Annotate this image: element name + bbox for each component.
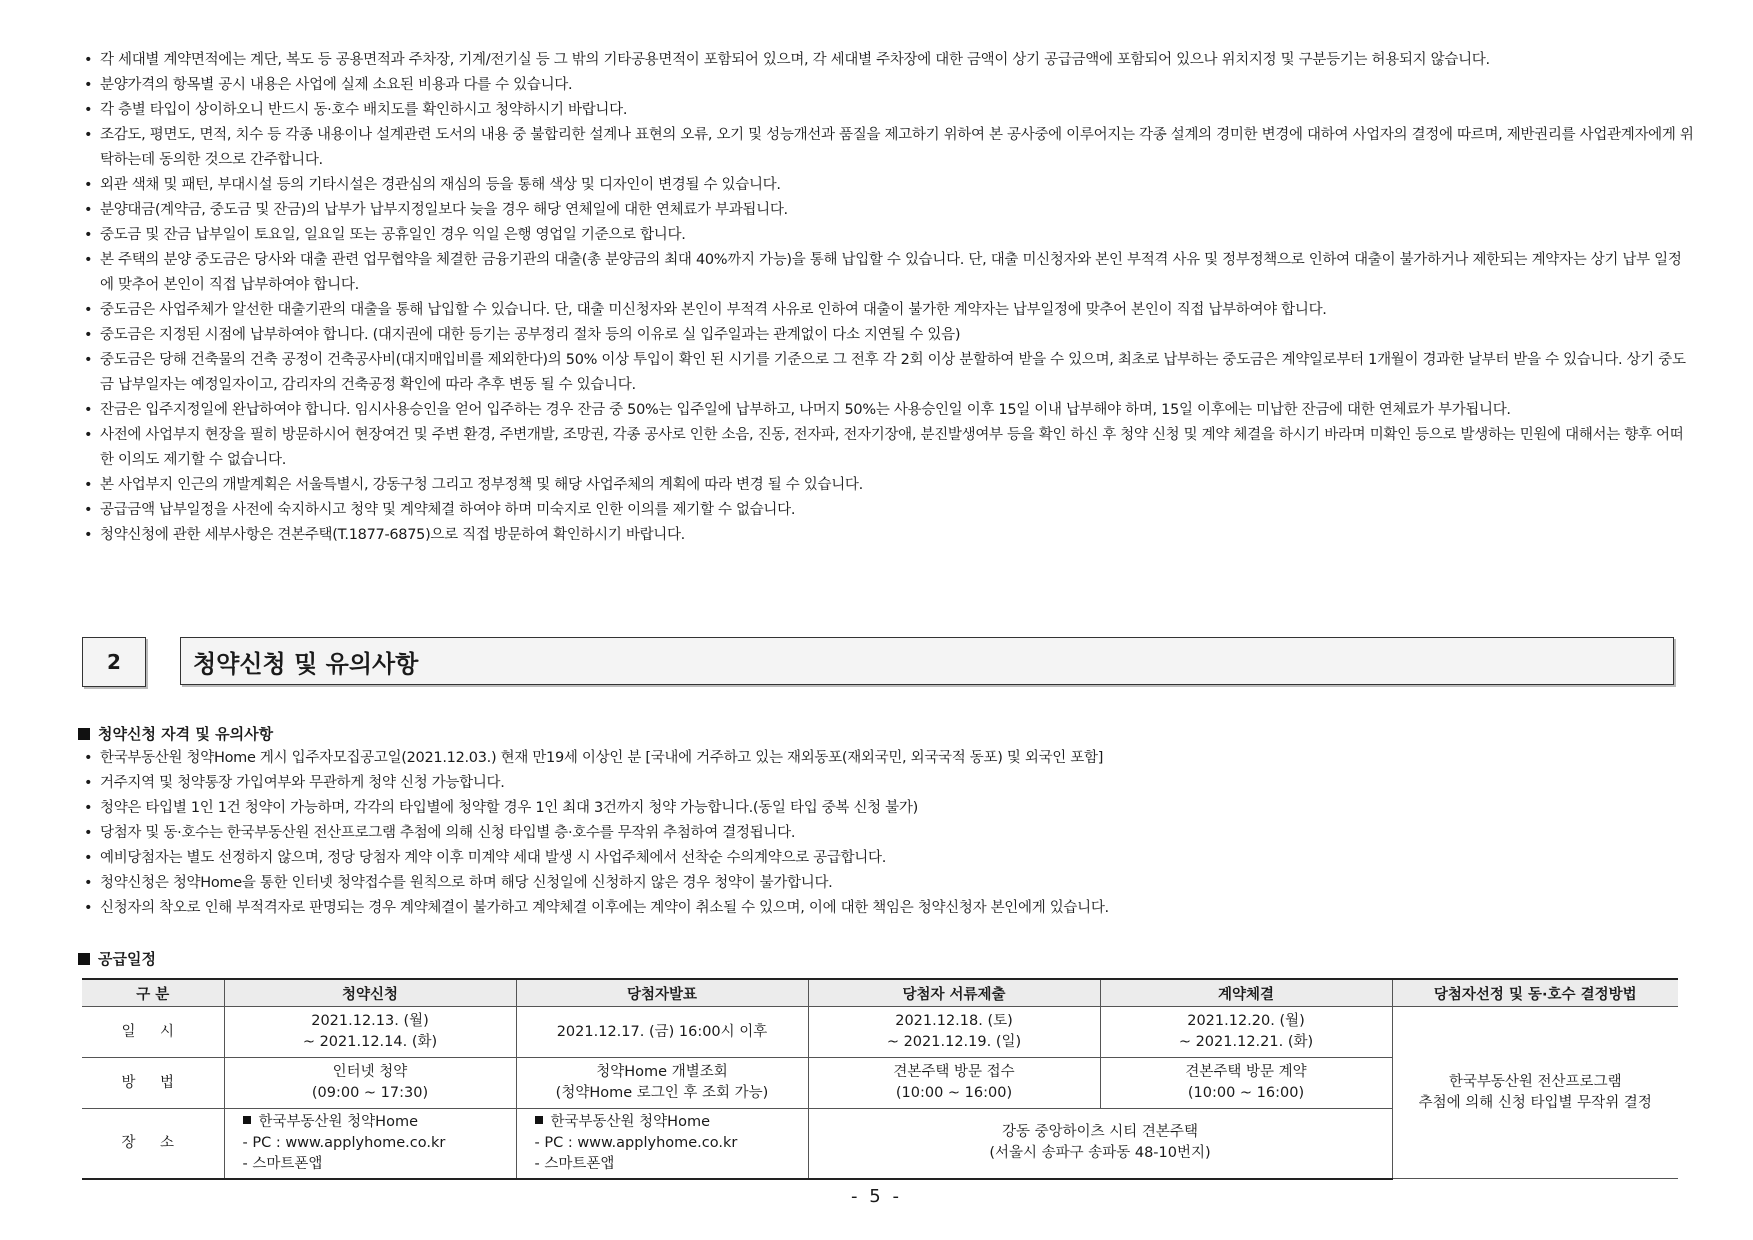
list-item: • 중도금은 당해 건축물의 건축 공정이 건축공사비(대지매입비를 제외한다)의 50% 이상 투입이 확인 된 시기를 기준으로 그 전후 각 2회 이상 분할하여 받을 수 있으며, 최초로 납부하는 중도금은 계약일로부터 1개월이 경과한 날부터 받을 수 있습니다. 상기 중도금 납부일자는 예정일자이고, 감리자의 건축공정 확인에 따라 추후 변동 될 수 있습니다. xyxy=(84,348,1694,398)
list-item: • 외관 색채 및 패턴, 부대시설 등의 기타시설은 경관심의 재심의 등을 통해 색상 및 디자인이 변경될 수 있습니다. xyxy=(84,173,1694,198)
list-item: • 거주지역 및 청약통장 가입여부와 무관하게 청약 신청 가능합니다. xyxy=(84,771,1694,796)
page-number: - 5 - xyxy=(851,1186,902,1207)
list-item: • 각 층별 타입이 상이하오니 반드시 동·호수 배치도를 확인하시고 청약하시기 바랍니다. xyxy=(84,98,1694,123)
place-apply: 한국부동산원 청약Home - PC : www.applyhome.co.kr - 스마트폰앱 xyxy=(224,1109,516,1179)
list-item: • 청약은 타입별 1인 1건 청약이 가능하며, 각각의 타입별에 청약할 경우 1인 최대 3건까지 청약 가능합니다.(동일 타입 중복 신청 불가) xyxy=(84,796,1694,821)
list-item: • 사전에 사업부지 현장을 필히 방문하시어 현장여건 및 주변 환경, 주변개발, 조망권, 각종 공사로 인한 소음, 진동, 전자파, 전자기장애, 분진발생여부 등을 확인 하신 후 청약 신청 및 계약 체결을 하시기 바라며 미확인 등으로 발생하는 민원에 대해서는 향후 어떠한 이의도 제기할 수 없습니다. xyxy=(84,423,1694,473)
date-contract: 2021.12.20. (월) ~ 2021.12.21. (화) xyxy=(1100,1007,1392,1058)
list-item: • 본 주택의 분양 중도금은 당사와 대출 관련 업무협약을 체결한 금융기관의 대출(총 분양금의 최대 40%까지 가능)을 통해 납입할 수 있습니다. 단, 대출 미신청자와 본인 부적격 사유 및 정부정책으로 인하여 대출이 불가하거나 제한되는 계약자는 상기 납부 일정에 맞추어 본인이 직접 납부하여야 합니다. xyxy=(84,248,1694,298)
row-label: 일 시 xyxy=(82,1007,224,1058)
date-announce: 2021.12.17. (금) 16:00시 이후 xyxy=(516,1007,808,1058)
square-bullet-icon xyxy=(78,728,90,740)
notes-list-eligibility xyxy=(84,746,1694,921)
section-number: 2 xyxy=(82,637,146,687)
schedule-table xyxy=(82,978,1678,1180)
subheading-eligibility xyxy=(78,723,273,744)
list-item: • 분양대금(계약금, 중도금 및 잔금)의 납부가 납부지정일보다 늦을 경우 해당 연체일에 대한 연체료가 부과됩니다. xyxy=(84,198,1694,223)
notes-list-top xyxy=(84,48,1694,548)
selection-method: 한국부동산원 전산프로그램 추첨에 의해 신청 타입별 무작위 결정 xyxy=(1392,1007,1678,1179)
list-item: • 신청자의 착오로 인해 부적격자로 판명되는 경우 계약체결이 불가하고 계약체결 이후에는 계약이 취소될 수 있으며, 이에 대한 책임은 청약신청자 본인에게 있습니다. xyxy=(84,896,1694,921)
header-selection: 당첨자선정 및 동·호수 결정방법 xyxy=(1392,979,1678,1007)
list-item: • 청약신청에 관한 세부사항은 견본주택(T.1877-6875)으로 직접 방문하여 확인하시기 바랍니다. xyxy=(84,523,1694,548)
table-header-row xyxy=(82,979,1678,1007)
header-docs: 당첨자 서류제출 xyxy=(808,979,1100,1007)
list-item: • 중도금 및 잔금 납부일이 토요일, 일요일 또는 공휴일인 경우 익일 은행 영업일 기준으로 합니다. xyxy=(84,223,1694,248)
method-contract: 견본주택 방문 계약 (10:00 ~ 16:00) xyxy=(1100,1058,1392,1109)
list-item: • 조감도, 평면도, 면적, 치수 등 각종 내용이나 설계관련 도서의 내용 중 불합리한 설계나 표현의 오류, 오기 및 성능개선과 품질을 제고하기 위하여 본 공사중에 이루어지는 각종 설계의 경미한 변경에 대하여 사업자의 결정에 따르며, 제반권리를 사업관계자에게 위탁하는데 동의한 것으로 간주합니다. xyxy=(84,123,1694,173)
header-category: 구 분 xyxy=(82,979,224,1007)
row-label: 방 법 xyxy=(82,1058,224,1109)
list-item: • 본 사업부지 인근의 개발계획은 서울특별시, 강동구청 그리고 정부정책 및 해당 사업주체의 계획에 따라 변경 될 수 있습니다. xyxy=(84,473,1694,498)
subheading-schedule xyxy=(78,948,156,969)
table-row xyxy=(82,1007,1678,1058)
square-bullet-icon xyxy=(78,953,90,965)
list-item: • 분양가격의 항목별 공시 내용은 사업에 실제 소요된 비용과 다를 수 있습니다. xyxy=(84,73,1694,98)
square-bullet-icon xyxy=(535,1116,543,1124)
date-docs: 2021.12.18. (토) ~ 2021.12.19. (일) xyxy=(808,1007,1100,1058)
method-announce: 청약Home 개별조회 (청약Home 로그인 후 조회 가능) xyxy=(516,1058,808,1109)
subheading-text: 공급일정 xyxy=(98,950,156,968)
list-item: • 잔금은 입주지정일에 완납하여야 합니다. 임시사용승인을 얻어 입주하는 경우 잔금 중 50%는 입주일에 납부하고, 나머지 50%는 사용승인일 이후 15일 이내 납부해야 하며, 15일 이후에는 미납한 잔금에 대한 연체료가 부가됩니다. xyxy=(84,398,1694,423)
method-apply: 인터넷 청약 (09:00 ~ 17:30) xyxy=(224,1058,516,1109)
method-docs: 견본주택 방문 접수 (10:00 ~ 16:00) xyxy=(808,1058,1100,1109)
list-item: • 공급금액 납부일정을 사전에 숙지하시고 청약 및 계약체결 하여야 하며 미숙지로 인한 이의를 제기할 수 없습니다. xyxy=(84,498,1694,523)
place-model-house: 강동 중앙하이츠 시티 견본주택 (서울시 송파구 송파동 48-10번지) xyxy=(808,1109,1392,1179)
date-apply: 2021.12.13. (월) ~ 2021.12.14. (화) xyxy=(224,1007,516,1058)
square-bullet-icon xyxy=(243,1116,251,1124)
header-announce: 당첨자발표 xyxy=(516,979,808,1007)
section-title: 청약신청 및 유의사항 xyxy=(180,637,1674,685)
subheading-text: 청약신청 자격 및 유의사항 xyxy=(98,725,274,743)
header-apply: 청약신청 xyxy=(224,979,516,1007)
list-item: • 중도금은 지정된 시점에 납부하여야 합니다. (대지권에 대한 등기는 공부정리 절차 등의 이유로 실 입주일과는 관계없이 다소 지연될 수 있음) xyxy=(84,323,1694,348)
list-item: • 당첨자 및 동·호수는 한국부동산원 전산프로그램 추첨에 의해 신청 타입별 층·호수를 무작위 추첨하여 결정됩니다. xyxy=(84,821,1694,846)
list-item: • 예비당첨자는 별도 선정하지 않으며, 정당 당첨자 계약 이후 미계약 세대 발생 시 사업주체에서 선착순 수의계약으로 공급합니다. xyxy=(84,846,1694,871)
place-announce: 한국부동산원 청약Home - PC : www.applyhome.co.kr - 스마트폰앱 xyxy=(516,1109,808,1179)
list-item: • 중도금은 사업주체가 알선한 대출기관의 대출을 통해 납입할 수 있습니다. 단, 대출 미신청자와 본인이 부적격 사유로 인하여 대출이 불가한 계약자는 납부일정에 맞추어 본인이 직접 납부하여야 합니다. xyxy=(84,298,1694,323)
list-item: • 청약신청은 청약Home을 통한 인터넷 청약접수를 원칙으로 하며 해당 신청일에 신청하지 않은 경우 청약이 불가합니다. xyxy=(84,871,1694,896)
list-item: • 각 세대별 계약면적에는 계단, 복도 등 공용면적과 주차장, 기계/전기실 등 그 밖의 기타공용면적이 포함되어 있으며, 각 세대별 주차장에 대한 금액이 상기 공급금액에 포함되어 있으나 위치지정 및 구분등기는 허용되지 않습니다. xyxy=(84,48,1694,73)
row-label: 장 소 xyxy=(82,1109,224,1179)
header-contract: 계약체결 xyxy=(1100,979,1392,1007)
list-item: • 한국부동산원 청약Home 게시 입주자모집공고일(2021.12.03.) 현재 만19세 이상인 분 [국내에 거주하고 있는 재외동포(재외국민, 외국국적 동포) 및 외국인 포함] xyxy=(84,746,1694,771)
